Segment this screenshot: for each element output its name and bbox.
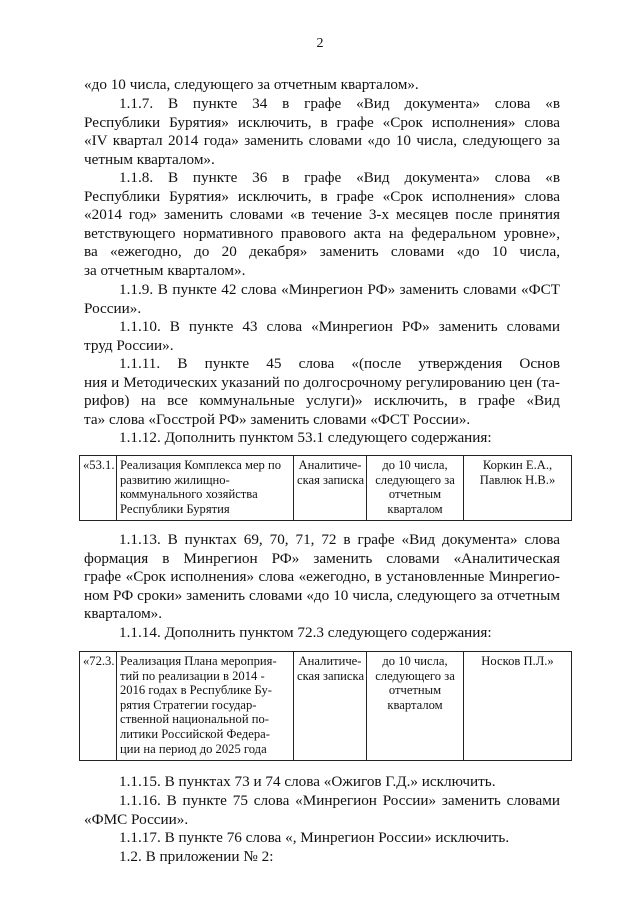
inserted-row-table-72-3: [79, 651, 572, 761]
text-line: Республики Бурятия» исключить, в графе «Срок исполнения» слова: [84, 187, 560, 205]
cell-line: отчетным: [388, 487, 442, 502]
text-line: графе «Срок исполнения» слова «ежегодно, в установленные Минрегио-: [84, 568, 560, 586]
text-line: 1.1.17. В пункте 76 слова «, Минрегион России» исключить.: [119, 829, 510, 846]
cell-line: ская записка: [297, 472, 365, 487]
paragraph-continuation: [84, 76, 560, 95]
paragraph-1-1-10: [84, 318, 560, 355]
cell-line: Аналитиче-: [298, 458, 362, 472]
table-row: [80, 652, 572, 761]
responsible-cell: [464, 652, 572, 761]
cell-line: до 10 числа,: [382, 654, 448, 668]
text-line: труд России».: [84, 336, 174, 354]
paragraph-1-1-9: [84, 281, 560, 318]
text-line: 1.1.14. Дополнить пунктом 72.3 следующего содержания:: [119, 624, 492, 641]
paragraph-1-1-12: [84, 429, 560, 448]
item-name-cell: [117, 456, 294, 521]
paragraph-1-2: [84, 848, 560, 867]
cell-line: следующего за: [375, 668, 455, 683]
cell-line: литики Российской Федера-: [120, 726, 270, 741]
text-line: 1.1.12. Дополнить пунктом 53.1 следующего содержания:: [119, 429, 492, 446]
text-line: ния и Методических указаний по долгосрочному регулированию цен (та-: [84, 373, 560, 391]
text-line: 1.1.15. В пунктах 73 и 74 слова «Ожигов Г.Д.» исключить.: [119, 773, 496, 790]
deadline-cell: [367, 652, 464, 761]
text-line: формация в Минрегион РФ» заменить словами «Аналитическая: [84, 549, 560, 567]
item-name-cell: [117, 652, 294, 761]
cell-line: тий по реализации в 2014 -: [120, 668, 265, 683]
document-type-cell: [294, 456, 367, 521]
page-number: 2: [316, 36, 324, 51]
cell-line: Республики Бурятия: [120, 501, 230, 516]
cell-line: отчетным: [388, 683, 442, 698]
text-line: 1.1.7. В пункте 34 в графе «Вид документа» слова «в: [119, 95, 560, 112]
text-line: «ФМС России».: [84, 810, 189, 828]
cell-line: развитию жилищно-: [120, 472, 230, 487]
paragraph-1-1-7: [84, 95, 560, 169]
cell-line: рятия Стратегии государ-: [120, 697, 257, 712]
text-line: ветствующего нормативного правового акта на федеральном уровне»,: [84, 224, 560, 242]
text-line: 1.1.11. В пункте 45 слова «(после утверждения Основ: [119, 355, 560, 372]
text-line: 1.1.10. В пункте 43 слова «Минрегион РФ» заменить словами: [119, 318, 560, 335]
responsible-cell: [464, 456, 572, 521]
cell-line: Реализация Комплекса мер по: [120, 458, 282, 472]
paragraph-1-1-16: [84, 792, 560, 829]
cell-line: Носков П.Л.»: [481, 654, 554, 668]
text-line: 1.1.8. В пункте 36 в графе «Вид документа» слова «в: [119, 169, 560, 186]
paragraph-1-1-14: [84, 624, 560, 643]
cell-line: Аналитиче-: [298, 654, 362, 668]
text-line: та» слова «Госстрой РФ» заменить словами «ФСТ России».: [84, 410, 471, 428]
paragraph-1-1-13: [84, 531, 560, 624]
document-type-cell: [294, 652, 367, 761]
paragraph-1-1-11: [84, 355, 560, 429]
text-line: «2014 год» заменить словами «в течение 3-х месяцев после принятия: [84, 206, 560, 224]
cell-line: Коркин Е.А.,: [482, 458, 553, 472]
cell-line: следующего за: [375, 472, 455, 487]
cell-line: кварталом: [387, 697, 443, 712]
paragraph-1-1-8: [84, 169, 560, 281]
text-line: России».: [84, 299, 142, 317]
text-line: «до 10 числа, следующего за отчетным кварталом».: [84, 76, 419, 93]
paragraph-1-1-17: [84, 829, 560, 848]
text-line: ва «ежегодно, до 20 декабря» заменить словами «до 10 числа,: [84, 243, 560, 261]
cell-line: коммунального хозяйства: [120, 487, 258, 502]
text-line: «IV квартал 2014 года» заменить словами «до 10 числа, следующего за: [84, 132, 560, 150]
text-line: ном РФ сроки» заменить словами «до 10 числа, следующего за отчетным: [84, 586, 560, 604]
text-line: за отчетным кварталом».: [84, 261, 246, 279]
cell-line: до 10 числа,: [382, 458, 448, 472]
text-line: Республики Бурятия» исключить, в графе «Срок исполнения» слова: [84, 113, 560, 131]
text-line: рифов) на все коммунальные услуги)» исключить, в графе «Вид: [84, 392, 560, 410]
deadline-cell: [367, 456, 464, 521]
inserted-row-table-53-1: [79, 455, 572, 521]
cell-line: Реализация Плана мероприя-: [120, 654, 277, 668]
paragraph-1-1-15: [84, 773, 560, 792]
cell-line: 2016 годах в Республике Бу-: [120, 683, 272, 698]
text-line: кварталом».: [84, 605, 163, 623]
item-number-cell: «72.3.: [80, 652, 117, 761]
cell-line: ская записка: [297, 668, 365, 683]
text-line: 1.1.9. В пункте 42 слова «Минрегион РФ» заменить словами «ФСТ: [119, 281, 560, 298]
cell-line: ственной национальной по-: [120, 712, 269, 727]
cell-line: ции на период до 2025 года: [120, 741, 267, 756]
cell-line: кварталом: [387, 501, 443, 516]
text-line: 1.1.16. В пункте 75 слова «Минрегион России» заменить словами: [119, 792, 560, 809]
table-row: [80, 456, 572, 521]
text-line: 1.1.13. В пунктах 69, 70, 71, 72 в графе «Вид документа» слова: [119, 531, 560, 548]
cell-line: Павлюк Н.В.»: [479, 472, 556, 487]
text-line: 1.2. В приложении № 2:: [119, 848, 274, 865]
item-number-cell: «53.1.: [80, 456, 117, 521]
text-line: четным кварталом».: [84, 150, 215, 168]
